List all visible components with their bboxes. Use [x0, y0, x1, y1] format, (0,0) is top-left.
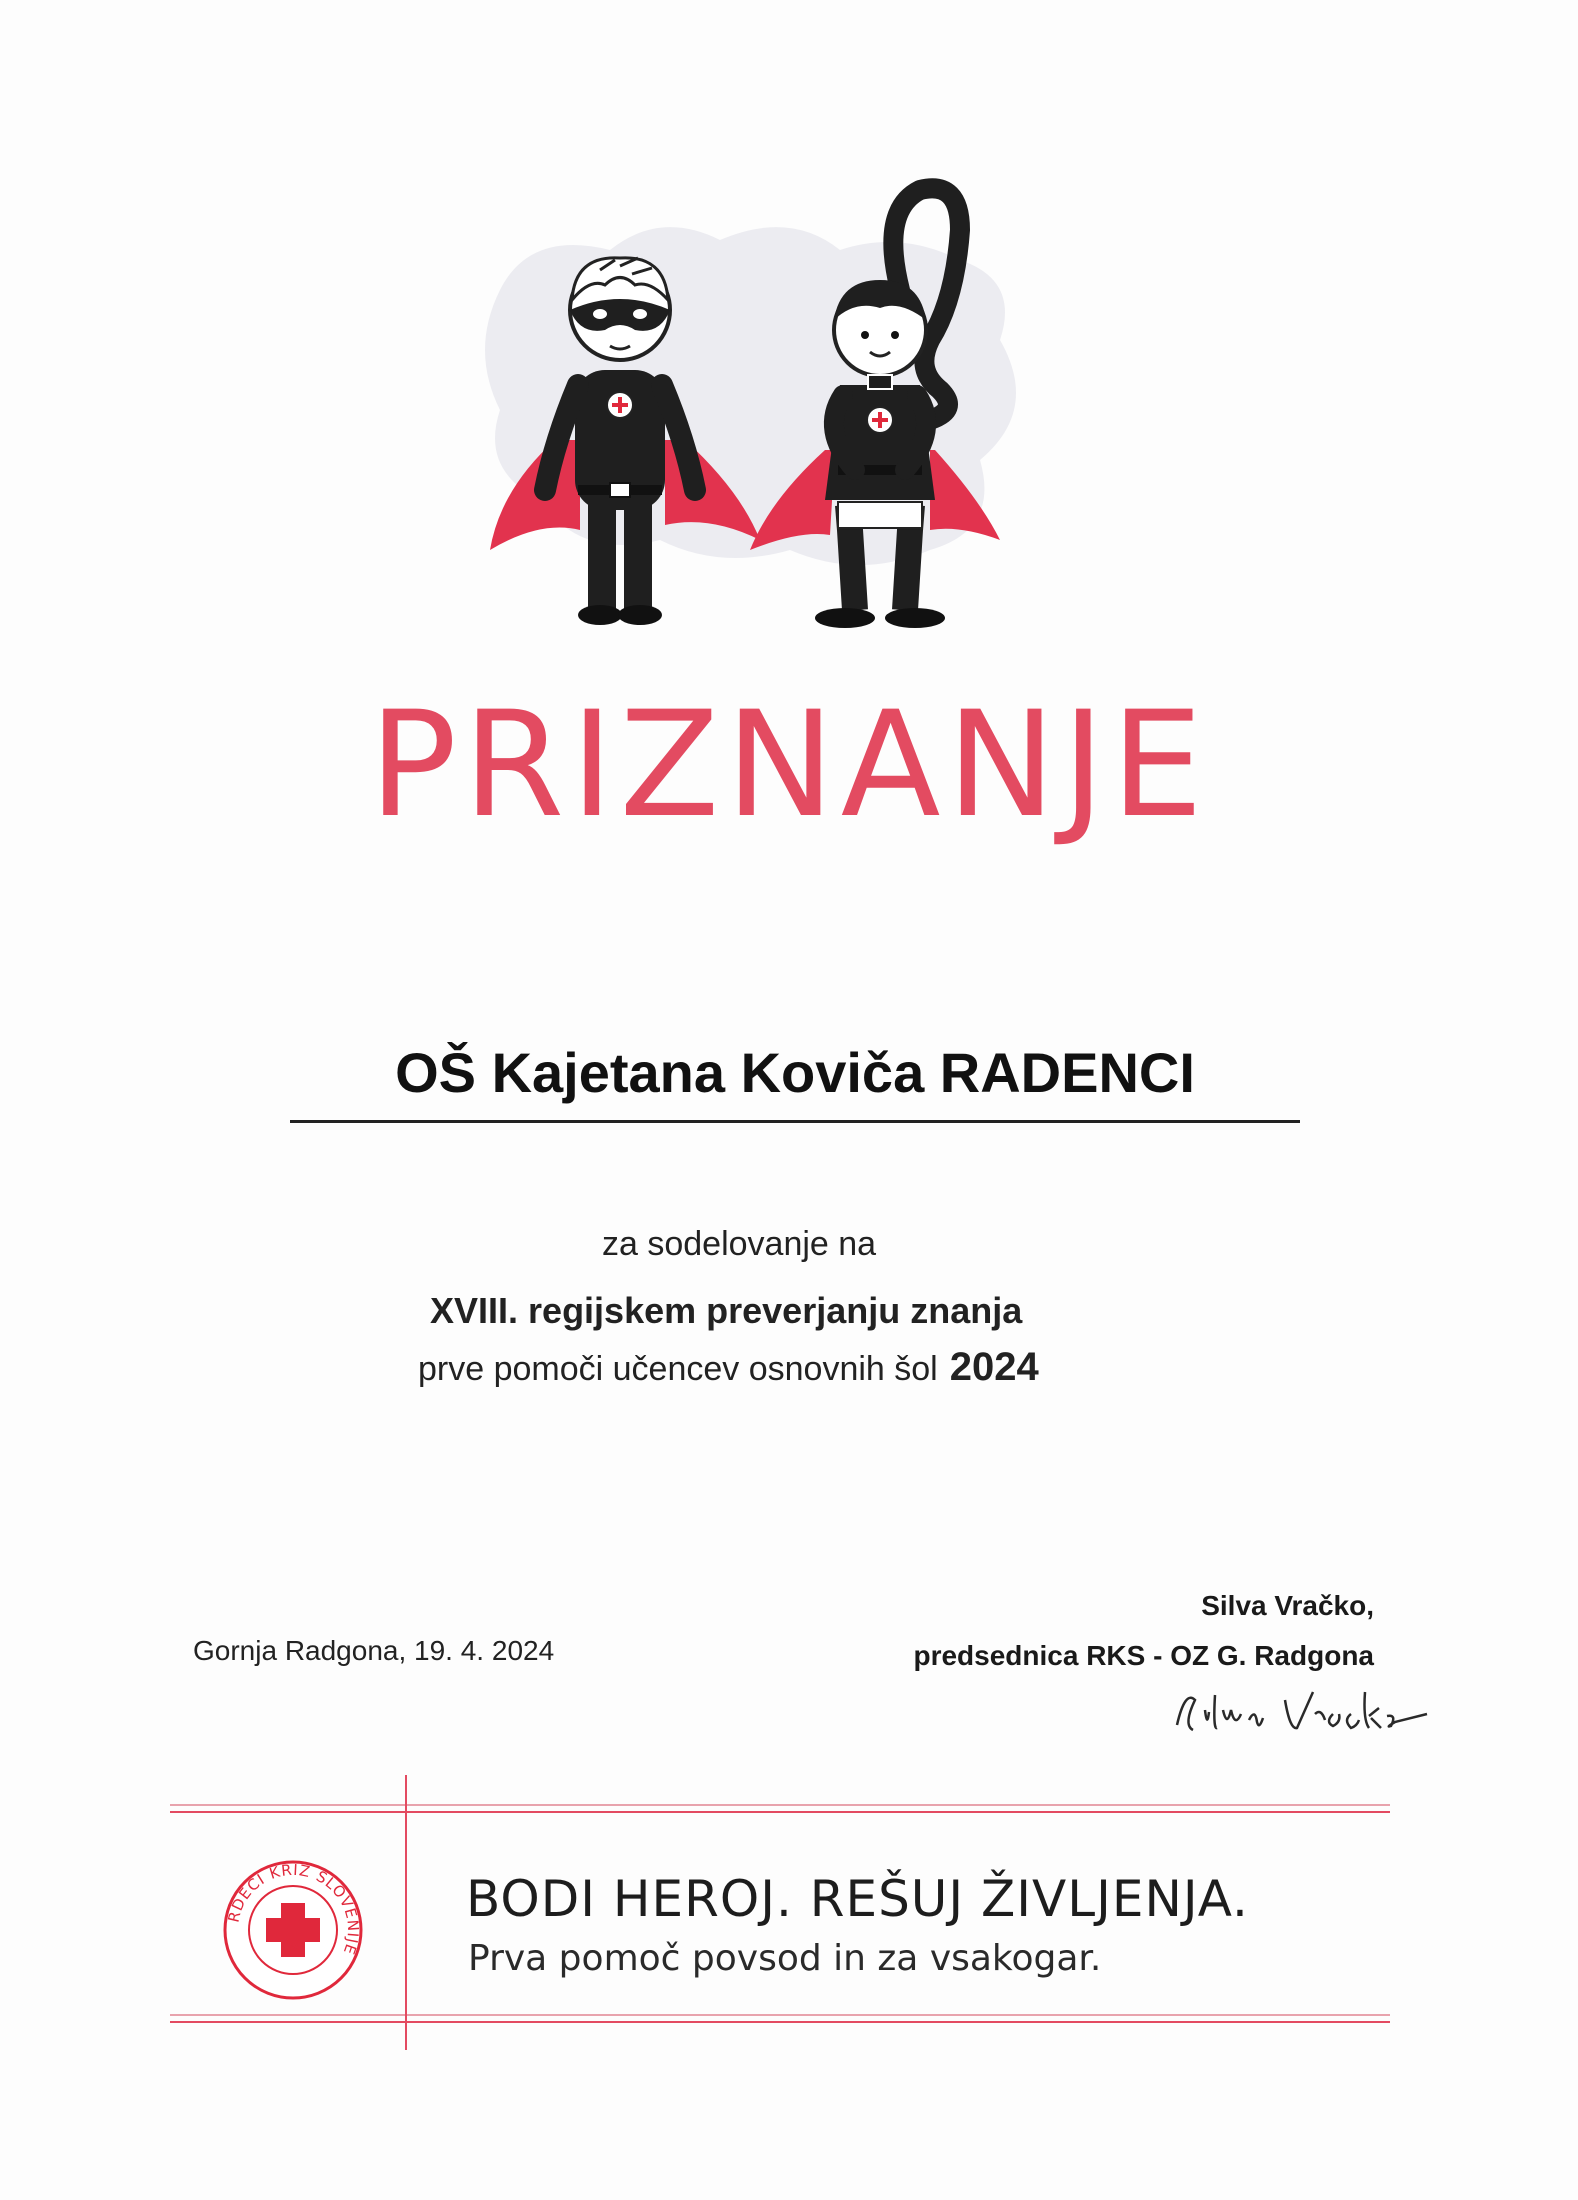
- superhero-children-illustration: [460, 170, 1060, 640]
- emblem-text: RDEČI KRIŽ SLOVENIJE: [224, 1860, 363, 1958]
- recipient-name: OŠ Kajetana Koviča RADENCI: [395, 1041, 1195, 1104]
- certificate-title: PRIZNANJE: [368, 680, 1210, 850]
- footer-subtitle: Prva pomoč povsod in za vsakogar.: [468, 1938, 1102, 1979]
- footer-motto: BODI HEROJ. REŠUJ ŽIVLJENJA.: [466, 1870, 1249, 1928]
- participation-text-line-3-body: prve pomoči učencev osnovnih šol: [418, 1350, 938, 1388]
- participation-text-line-3: [418, 1345, 1039, 1390]
- red-cross-slovenia-emblem: [218, 1855, 368, 2005]
- competition-year: 2024: [949, 1345, 1039, 1389]
- participation-text-line-1: za sodelovanje na: [602, 1225, 877, 1263]
- signer-name: Silva Vračko,: [1201, 1590, 1374, 1621]
- place-and-date: Gornja Radgona, 19. 4. 2024: [193, 1635, 555, 1666]
- participation-text-line-2: XVIII. regijskem preverjanju znanja: [430, 1290, 1023, 1331]
- signer-role: predsednica RKS - OZ G. Radgona: [913, 1640, 1374, 1671]
- recipient-underline: [290, 1120, 1300, 1123]
- handwritten-signature: [1165, 1670, 1435, 1750]
